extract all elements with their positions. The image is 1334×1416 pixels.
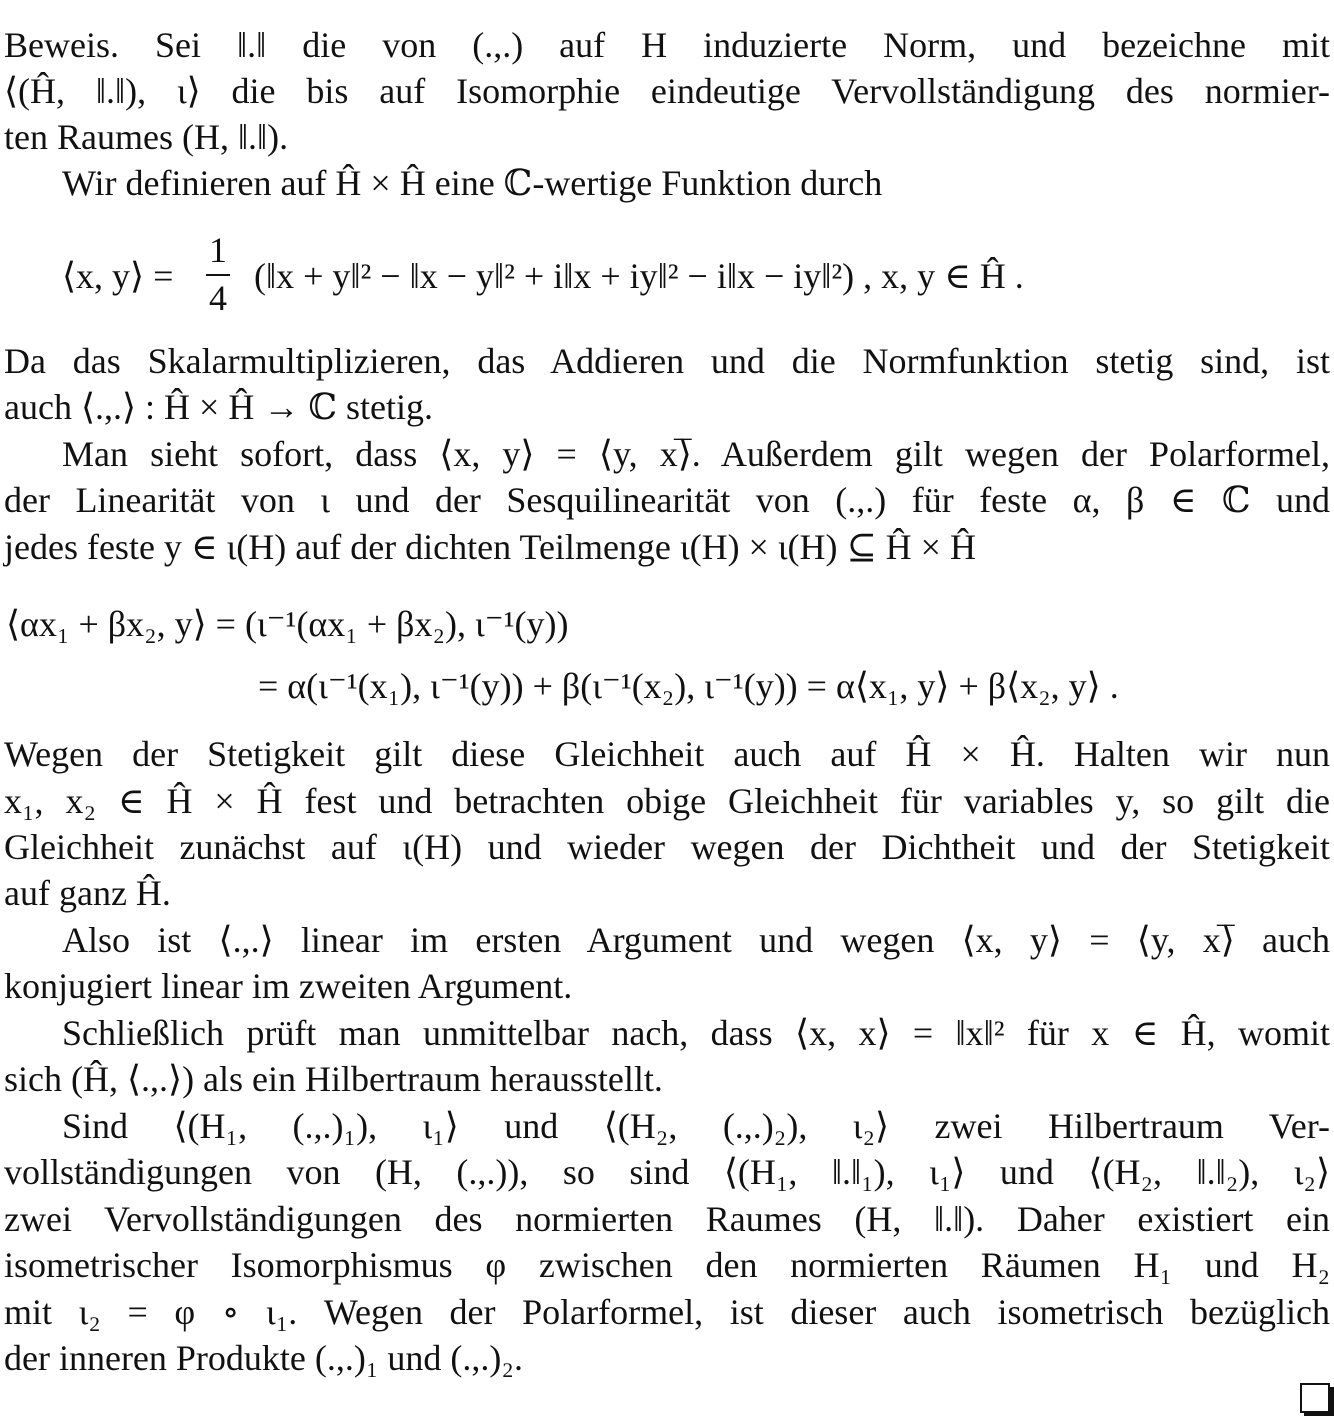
proof-line-11: x₁, x₂ ∈ Ĥ × Ĥ fest und betrachten obige Gleichheit für variables y, so gilt die xyxy=(4,781,1330,821)
equation-2-line-1: ⟨αx₁ + βx₂, y⟩ = (ι⁻¹(αx₁ + βx₂), ι⁻¹(y)) xyxy=(6,604,569,644)
qed-box-icon xyxy=(1300,1383,1330,1413)
fraction-denominator: 4 xyxy=(209,278,227,318)
proof-line-7: Man sieht sofort, dass ⟨x, y⟩ = ⟨y, x⟩̅. Außerdem gilt wegen der Polarformel, xyxy=(62,434,1330,474)
proof-line-3: ten Raumes (H, ‖.‖). xyxy=(4,117,289,157)
proof-line-18: Sind ⟨(H₁, (.,.)₁), ι₁⟩ und ⟨(H₂, (.,.)₂), ι₂⟩ zwei Hilbertraum Ver- xyxy=(62,1106,1330,1146)
proof-line-20: zwei Vervollständigungen des normierten Raumes (H, ‖.‖). Daher existiert ein xyxy=(4,1199,1330,1239)
proof-line-23: der inneren Produkte (.,.)₁ und (.,.)₂. xyxy=(4,1338,523,1378)
proof-line-9: jedes feste y ∈ ι(H) auf der dichten Teilmenge ι(H) × ι(H) ⊆ Ĥ × Ĥ xyxy=(4,527,976,567)
equation-2-line-2: = α(ι⁻¹(x₁), ι⁻¹(y)) + β(ι⁻¹(x₂), ι⁻¹(y)) = α⟨x₁, y⟩ + β⟨x₂, y⟩ . xyxy=(258,666,1119,706)
proof-line-2: ⟨(Ĥ, ‖.‖), ι⟩ die bis auf Isomorphie eindeutige Vervollständigung des normier- xyxy=(4,71,1330,111)
fraction-numerator: 1 xyxy=(209,230,227,270)
proof-line-12: Gleichheit zunächst auf ι(H) und wieder wegen der Dichtheit und der Stetigkeit xyxy=(4,827,1330,867)
proof-line-15: konjugiert linear im zweiten Argument. xyxy=(4,966,573,1006)
proof-line-19: vollständigungen von (H, (.,.)), so sind ⟨(H₁, ‖.‖₁), ι₁⟩ und ⟨(H₂, ‖.‖₂), ι₂⟩ xyxy=(4,1152,1330,1192)
proof-line-13: auf ganz Ĥ. xyxy=(4,873,171,913)
proof-line-14: Also ist ⟨.,.⟩ linear im ersten Argument und wegen ⟨x, y⟩ = ⟨y, x⟩̅ auch xyxy=(62,920,1330,960)
proof-line-21: isometrischer Isomorphismus φ zwischen den normierten Räumen H₁ und H₂ xyxy=(4,1245,1330,1285)
proof-line-1: Beweis. Sei ‖.‖ die von (.,.) auf H induzierte Norm, und bezeichne mit xyxy=(4,25,1330,65)
proof-line-16: Schließlich prüft man unmittelbar nach, dass ⟨x, x⟩ = ‖x‖² für x ∈ Ĥ, womit xyxy=(62,1013,1330,1053)
proof-line-17: sich (Ĥ, ⟨.,.⟩) als ein Hilbertraum herausstellt. xyxy=(4,1059,663,1099)
proof-line-22: mit ι₂ = φ ∘ ι₁. Wegen der Polarformel, ist dieser auch isometrisch bezüglich xyxy=(4,1292,1330,1332)
proof-line-5: Da das Skalarmultiplizieren, das Addieren und die Normfunktion stetig sind, ist xyxy=(4,341,1330,381)
proof-line-10: Wegen der Stetigkeit gilt diese Gleichheit auch auf Ĥ × Ĥ. Halten wir nun xyxy=(4,734,1330,774)
fraction-bar xyxy=(206,274,230,276)
proof-line-4: Wir definieren auf Ĥ × Ĥ eine ℂ-wertige Funktion durch xyxy=(62,163,883,203)
proof-line-8: der Linearität von ι und der Sesquilinearität von (.,.) für feste α, β ∈ ℂ und xyxy=(4,480,1330,520)
proof-line-6: auch ⟨.,.⟩ : Ĥ × Ĥ → ℂ stetig. xyxy=(4,387,433,427)
equation-1-rhs: (‖x + y‖² − ‖x − y‖² + i‖x + iy‖² − i‖x − iy‖²) , x, y ∈ Ĥ . xyxy=(254,256,1024,296)
equation-1-lhs: ⟨x, y⟩ = xyxy=(62,256,174,296)
